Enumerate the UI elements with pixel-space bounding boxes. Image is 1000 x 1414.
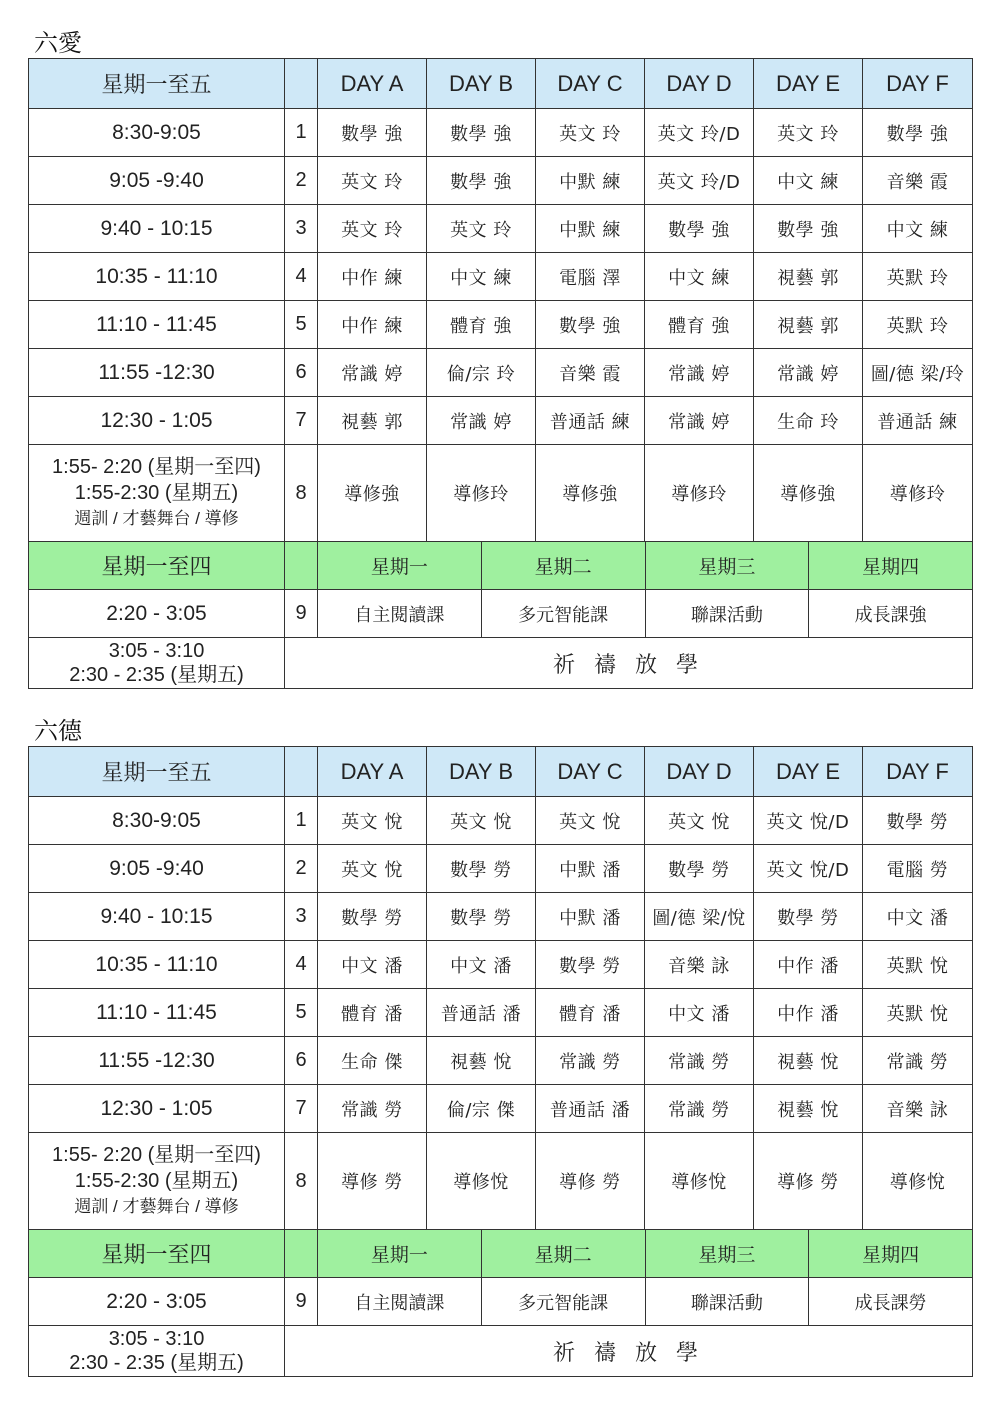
lesson-cell: 英文 玲/D (645, 157, 754, 205)
tutorial-cell: 導修悅 (645, 1133, 754, 1230)
weekday-header: 星期四 (808, 1230, 972, 1277)
lesson-cell: 數學 強 (754, 205, 863, 253)
lesson-cell: 數學 勞 (427, 845, 536, 893)
tutorial-cell: 導修 勞 (536, 1133, 645, 1230)
period-row (29, 397, 973, 445)
lesson-cell: 音樂 詠 (645, 941, 754, 989)
prayer-dismissal: 祈 禱 放 學 (285, 1326, 973, 1377)
lesson-cell: 中作 練 (318, 253, 427, 301)
lesson-cell: 中文 練 (863, 205, 973, 253)
period-time: 8:30-9:05 (29, 109, 285, 157)
period-row (29, 989, 973, 1037)
period-time-8 (29, 445, 285, 542)
lesson-cell: 中作 潘 (754, 989, 863, 1037)
lesson-cell: 常識 勞 (645, 1085, 754, 1133)
period-number: 4 (285, 253, 318, 301)
period-row (29, 893, 973, 941)
period-number: 5 (285, 989, 318, 1037)
period-time: 2:20 - 3:05 (29, 590, 285, 638)
period-time: 2:20 - 3:05 (29, 1278, 285, 1326)
lesson-cell: 英文 悅/D (754, 797, 863, 845)
lesson-cell: 英文 悅 (318, 845, 427, 893)
lesson-cell: 中文 潘 (318, 941, 427, 989)
period-row-8 (29, 1133, 973, 1230)
class-title: 六愛 (34, 29, 82, 57)
weekday-range-label: 星期一至五 (29, 59, 285, 109)
prayer-dismissal: 祈 禱 放 學 (285, 638, 973, 689)
activity-cell: 多元智能課 (481, 1278, 645, 1325)
lesson-cell: 英文 悅 (318, 797, 427, 845)
activity-line: 週訓 / 才藝舞台 / 導修 (74, 1197, 239, 1216)
timetable (28, 746, 973, 1377)
lesson-cell: 常識 勞 (536, 1037, 645, 1085)
tutorial-cell: 導修玲 (863, 445, 973, 542)
day-header: DAY C (536, 59, 645, 109)
day-header: DAY A (318, 747, 427, 797)
lesson-cell: 數學 強 (863, 109, 973, 157)
lesson-cell: 英默 悅 (863, 941, 973, 989)
lesson-cell: 視藝 悅 (754, 1085, 863, 1133)
lesson-cell: 英默 玲 (863, 253, 973, 301)
weekday-header: 星期三 (645, 1230, 809, 1277)
period-number: 8 (285, 445, 318, 542)
lesson-cell: 常識 婷 (645, 397, 754, 445)
tutorial-cell: 導修強 (536, 445, 645, 542)
weekday-header: 星期四 (808, 542, 972, 589)
lesson-cell: 數學 強 (645, 205, 754, 253)
lesson-cell: 中默 潘 (536, 893, 645, 941)
lesson-cell: 中默 潘 (536, 845, 645, 893)
period-number: 5 (285, 301, 318, 349)
lesson-cell: 音樂 霞 (536, 349, 645, 397)
lesson-cell: 圖/德 梁/玲 (863, 349, 973, 397)
period-time: 11:55 -12:30 (29, 349, 285, 397)
activity-line: 週訓 / 才藝舞台 / 導修 (74, 509, 239, 528)
period-time: 11:55 -12:30 (29, 1037, 285, 1085)
lesson-cell: 中文 潘 (863, 893, 973, 941)
period-row (29, 349, 973, 397)
period-time: 12:30 - 1:05 (29, 1085, 285, 1133)
period-number: 9 (285, 590, 318, 638)
lesson-cell: 普通話 潘 (536, 1085, 645, 1133)
header-row (29, 747, 973, 797)
tutorial-cell: 導修悅 (863, 1133, 973, 1230)
period-number: 1 (285, 797, 318, 845)
period-time: 11:10 - 11:45 (29, 301, 285, 349)
lesson-cell: 英默 玲 (863, 301, 973, 349)
time-line-2: 1:55-2:30 (星期五) (74, 1170, 239, 1192)
lesson-cell: 視藝 悅 (754, 1037, 863, 1085)
mon-thu-label: 星期一至四 (29, 542, 285, 590)
weekday-header-row (29, 1230, 973, 1278)
day-header: DAY B (427, 747, 536, 797)
time-line-1: 1:55- 2:20 (星期一至四) (52, 1144, 261, 1166)
mon-thu-label: 星期一至四 (29, 1230, 285, 1278)
time-line-1: 1:55- 2:20 (星期一至四) (52, 456, 261, 478)
weekday-header: 星期一 (370, 556, 428, 578)
period-time: 11:10 - 11:45 (29, 989, 285, 1037)
period-time: 10:35 - 11:10 (29, 253, 285, 301)
lesson-cell: 中默 練 (536, 157, 645, 205)
period-number: 3 (285, 205, 318, 253)
period-number: 6 (285, 349, 318, 397)
lesson-cell: 常識 勞 (645, 1037, 754, 1085)
tutorial-cell: 導修悅 (427, 1133, 536, 1230)
afternoon-activity-group (318, 590, 973, 638)
lesson-cell: 視藝 悅 (427, 1037, 536, 1085)
blank-cell (285, 1230, 318, 1278)
day-header: DAY E (754, 747, 863, 797)
period-number-header (285, 747, 318, 797)
lesson-cell: 音樂 詠 (863, 1085, 973, 1133)
lesson-cell: 數學 勞 (318, 893, 427, 941)
period-row (29, 941, 973, 989)
lesson-cell: 中文 潘 (427, 941, 536, 989)
lesson-cell: 體育 潘 (318, 989, 427, 1037)
period-row-9 (29, 1278, 973, 1326)
period-time: 8:30-9:05 (29, 797, 285, 845)
dismissal-row (29, 638, 973, 689)
activity-cell: 自主閱讀課 (354, 604, 445, 626)
time-line-2: 2:30 - 2:35 (星期五) (69, 1352, 244, 1374)
lesson-cell: 數學 勞 (863, 797, 973, 845)
time-line-1: 3:05 - 3:10 (108, 1328, 205, 1350)
period-time: 9:40 - 10:15 (29, 205, 285, 253)
weekday-header: 星期一 (370, 1244, 428, 1266)
period-time-8 (29, 1133, 285, 1230)
weekday-header: 星期二 (481, 542, 645, 589)
lesson-cell: 英默 悅 (863, 989, 973, 1037)
tutorial-cell: 導修 勞 (318, 1133, 427, 1230)
period-time: 9:05 -9:40 (29, 157, 285, 205)
lesson-cell: 常識 婷 (318, 349, 427, 397)
activity-cell: 自主閱讀課 (354, 1292, 445, 1314)
lesson-cell: 電腦 勞 (863, 845, 973, 893)
dismissal-row (29, 1326, 973, 1377)
period-row (29, 109, 973, 157)
timetable-section-6b (28, 716, 972, 1377)
period-row (29, 1037, 973, 1085)
weekday-header-row (29, 542, 973, 590)
period-number: 7 (285, 397, 318, 445)
lesson-cell: 體育 強 (427, 301, 536, 349)
lesson-cell: 視藝 郭 (754, 301, 863, 349)
weekday-range-label: 星期一至五 (29, 747, 285, 797)
day-header: DAY C (536, 747, 645, 797)
lesson-cell: 常識 婷 (754, 349, 863, 397)
period-number: 4 (285, 941, 318, 989)
lesson-cell: 圖/德 梁/悅 (645, 893, 754, 941)
lesson-cell: 中文 練 (427, 253, 536, 301)
day-header: DAY F (863, 747, 973, 797)
period-row (29, 253, 973, 301)
timetable (28, 58, 973, 689)
lesson-cell: 視藝 郭 (318, 397, 427, 445)
tutorial-cell: 導修玲 (427, 445, 536, 542)
period-number-header (285, 59, 318, 109)
lesson-cell: 英文 玲 (318, 157, 427, 205)
tutorial-cell: 導修玲 (645, 445, 754, 542)
day-header: DAY F (863, 59, 973, 109)
tutorial-cell: 導修強 (318, 445, 427, 542)
period-row (29, 301, 973, 349)
period-row (29, 845, 973, 893)
lesson-cell: 數學 勞 (754, 893, 863, 941)
lesson-cell: 英文 悅 (645, 797, 754, 845)
period-number: 9 (285, 1278, 318, 1326)
tutorial-cell: 導修 勞 (754, 1133, 863, 1230)
period-number: 1 (285, 109, 318, 157)
activity-cell: 聯課活動 (645, 1278, 809, 1325)
blank-cell (285, 542, 318, 590)
lesson-cell: 倫/宗 玲 (427, 349, 536, 397)
period-time: 9:40 - 10:15 (29, 893, 285, 941)
day-header: DAY E (754, 59, 863, 109)
lesson-cell: 普通話 潘 (427, 989, 536, 1037)
period-time: 12:30 - 1:05 (29, 397, 285, 445)
lesson-cell: 英文 悅 (427, 797, 536, 845)
time-line-1: 3:05 - 3:10 (108, 640, 205, 662)
lesson-cell: 數學 勞 (427, 893, 536, 941)
lesson-cell: 體育 潘 (536, 989, 645, 1037)
lesson-cell: 中默 練 (536, 205, 645, 253)
lesson-cell: 普通話 練 (536, 397, 645, 445)
activity-cell: 成長課強 (808, 590, 972, 637)
lesson-cell: 電腦 澤 (536, 253, 645, 301)
period-row (29, 1085, 973, 1133)
day-header: DAY A (318, 59, 427, 109)
period-number: 3 (285, 893, 318, 941)
day-header: DAY D (645, 59, 754, 109)
lesson-cell: 英文 玲 (754, 109, 863, 157)
lesson-cell: 英文 悅/D (754, 845, 863, 893)
dismissal-time (29, 1326, 285, 1377)
period-row (29, 205, 973, 253)
afternoon-activity-group (318, 1278, 973, 1326)
lesson-cell: 數學 勞 (536, 941, 645, 989)
time-line-2: 2:30 - 2:35 (星期五) (69, 664, 244, 686)
lesson-cell: 數學 強 (318, 109, 427, 157)
lesson-cell: 英文 玲 (427, 205, 536, 253)
lesson-cell: 常識 婷 (645, 349, 754, 397)
period-time: 10:35 - 11:10 (29, 941, 285, 989)
period-number: 2 (285, 845, 318, 893)
period-row (29, 157, 973, 205)
lesson-cell: 普通話 練 (863, 397, 973, 445)
lesson-cell: 數學 強 (427, 157, 536, 205)
lesson-cell: 中作 練 (318, 301, 427, 349)
period-number: 8 (285, 1133, 318, 1230)
lesson-cell: 音樂 霞 (863, 157, 973, 205)
activity-cell: 成長課勞 (808, 1278, 972, 1325)
period-row-9 (29, 590, 973, 638)
weekday-header: 星期三 (645, 542, 809, 589)
lesson-cell: 常識 勞 (863, 1037, 973, 1085)
activity-cell: 多元智能課 (481, 590, 645, 637)
lesson-cell: 中文 練 (754, 157, 863, 205)
weekday-group (318, 542, 973, 590)
weekday-group (318, 1230, 973, 1278)
lesson-cell: 常識 勞 (318, 1085, 427, 1133)
period-number: 6 (285, 1037, 318, 1085)
day-header: DAY D (645, 747, 754, 797)
period-row-8 (29, 445, 973, 542)
period-time: 9:05 -9:40 (29, 845, 285, 893)
activity-cell: 聯課活動 (645, 590, 809, 637)
lesson-cell: 生命 傑 (318, 1037, 427, 1085)
lesson-cell: 英文 悅 (536, 797, 645, 845)
lesson-cell: 英文 玲/D (645, 109, 754, 157)
header-row (29, 59, 973, 109)
class-title: 六德 (34, 717, 82, 745)
tutorial-cell: 導修強 (754, 445, 863, 542)
lesson-cell: 中文 練 (645, 253, 754, 301)
timetable-section-6a (28, 28, 972, 689)
period-number: 7 (285, 1085, 318, 1133)
lesson-cell: 視藝 郭 (754, 253, 863, 301)
lesson-cell: 常識 婷 (427, 397, 536, 445)
period-row (29, 797, 973, 845)
lesson-cell: 數學 強 (536, 301, 645, 349)
lesson-cell: 數學 強 (427, 109, 536, 157)
weekday-header: 星期二 (481, 1230, 645, 1277)
lesson-cell: 倫/宗 傑 (427, 1085, 536, 1133)
dismissal-time (29, 638, 285, 689)
day-header: DAY B (427, 59, 536, 109)
lesson-cell: 英文 玲 (318, 205, 427, 253)
time-line-2: 1:55-2:30 (星期五) (74, 482, 239, 504)
period-number: 2 (285, 157, 318, 205)
lesson-cell: 英文 玲 (536, 109, 645, 157)
lesson-cell: 中文 潘 (645, 989, 754, 1037)
lesson-cell: 體育 強 (645, 301, 754, 349)
lesson-cell: 中作 潘 (754, 941, 863, 989)
lesson-cell: 生命 玲 (754, 397, 863, 445)
lesson-cell: 數學 勞 (645, 845, 754, 893)
